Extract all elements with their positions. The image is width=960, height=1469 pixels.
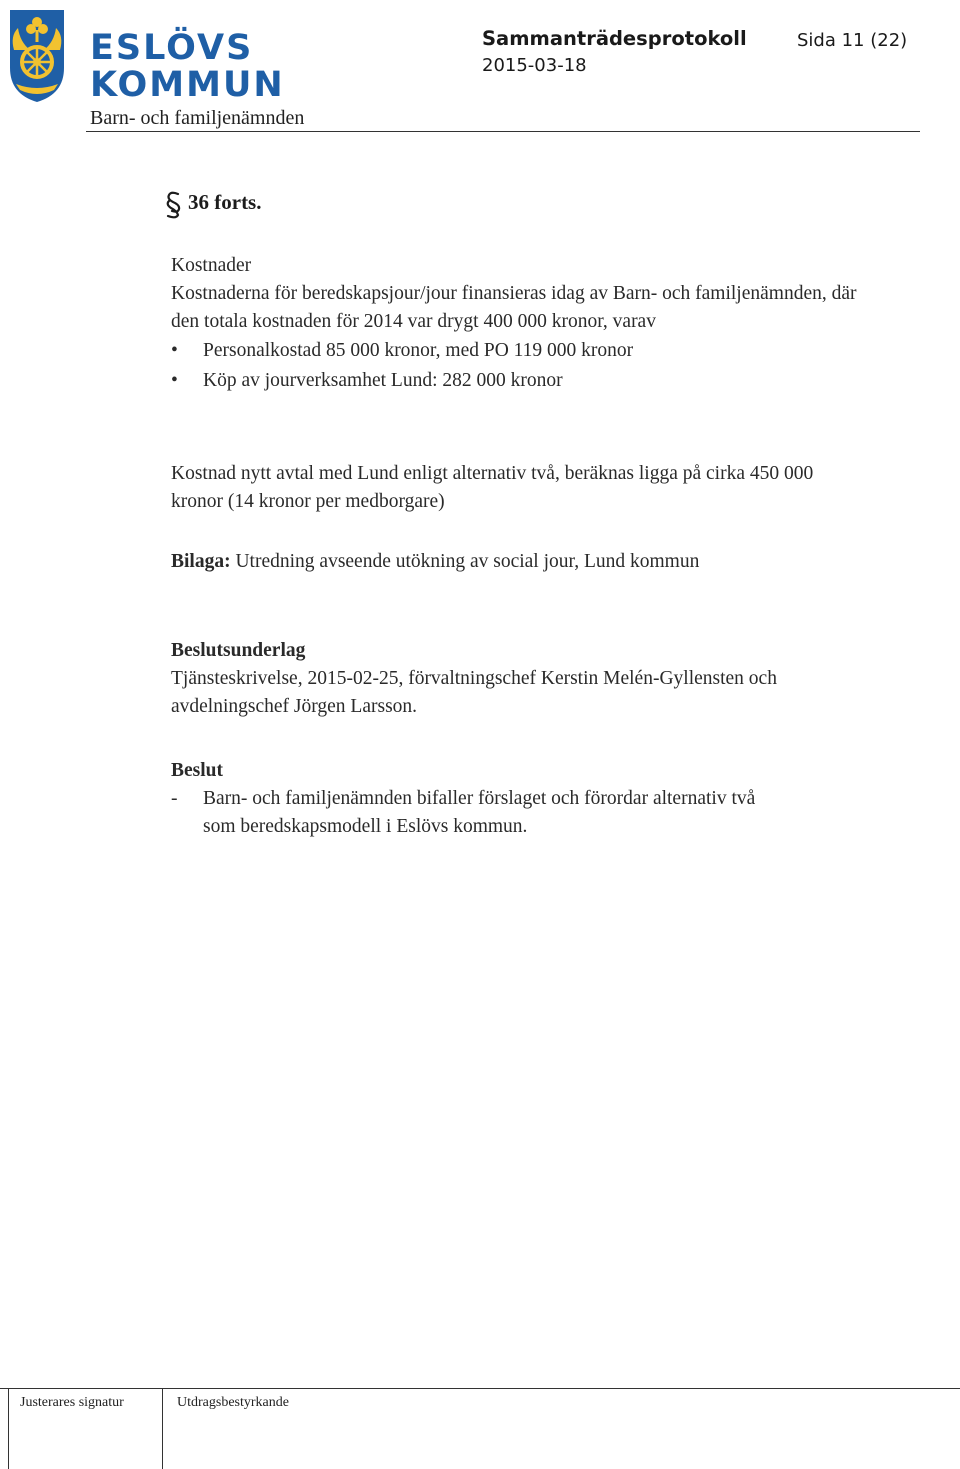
attachment-label: Bilaga: (171, 551, 231, 572)
decision-text: Barn- och familjenämnden bifaller förslaget och förordar alternativ två som beredskapsmodell i Eslövs kommun. (203, 788, 756, 837)
costs-block (171, 252, 871, 396)
eslov-coat-of-arms-icon (6, 6, 68, 104)
decision-block (171, 757, 791, 841)
decision-heading: Beslut (171, 760, 224, 781)
bullet-icon: • (171, 340, 178, 361)
certification-label: Utdragsbestyrkande (177, 1395, 289, 1410)
logo-text-line2: KOMMUN (90, 65, 285, 105)
list-item-text: Köp av jourverksamhet Lund: 282 000 kronor (203, 370, 563, 391)
costs-text: Kostnaderna för beredskapsjour/jour finansieras idag av Barn- och familjenämnden, där den totala kostnaden för 2014 var drygt 400 000 kronor, varav (171, 283, 857, 332)
costs-heading: Kostnader (171, 255, 252, 276)
document-title: Sammanträdesprotokoll (482, 27, 747, 50)
basis-text: Tjänsteskrivelse, 2015-02-25, förvaltningschef Kerstin Melén-Gyllensten och avdelningschef Jörgen Larsson. (171, 668, 777, 717)
attachment-block (171, 548, 771, 576)
footer-column-divider (162, 1388, 163, 1469)
footer-divider (0, 1388, 960, 1389)
signature-label: Justerares signatur (20, 1395, 124, 1410)
footer-column-divider (8, 1388, 9, 1469)
document-date: 2015-03-18 (482, 55, 587, 76)
list-item-text: Personalkostad 85 000 kronor, med PO 119 000 kronor (203, 340, 634, 361)
list-item (171, 366, 871, 396)
section-number: 36 forts. (188, 190, 262, 214)
list-item (171, 336, 871, 366)
bullet-icon: • (171, 370, 178, 391)
committee-name: Barn- och familjenämnden (90, 107, 305, 129)
basis-heading: Beslutsunderlag (171, 640, 306, 661)
attachment-text: Utredning avseende utökning av social jour, Lund kommun (235, 551, 700, 572)
paragraph-mark-icon (163, 190, 185, 220)
basis-block (171, 637, 791, 721)
logo-text-line1: ESLÖVS (90, 28, 254, 68)
decision-item (171, 785, 791, 841)
dash-marker: - (171, 788, 178, 809)
header-divider (86, 131, 920, 132)
cost-bullet-list (171, 336, 871, 396)
page-number: Sida 11 (22) (797, 30, 908, 51)
new-agreement-text: Kostnad nytt avtal med Lund enligt alternativ två, beräknas ligga på cirka 450 000 kronor (14 kronor per medborgare) (171, 463, 814, 512)
